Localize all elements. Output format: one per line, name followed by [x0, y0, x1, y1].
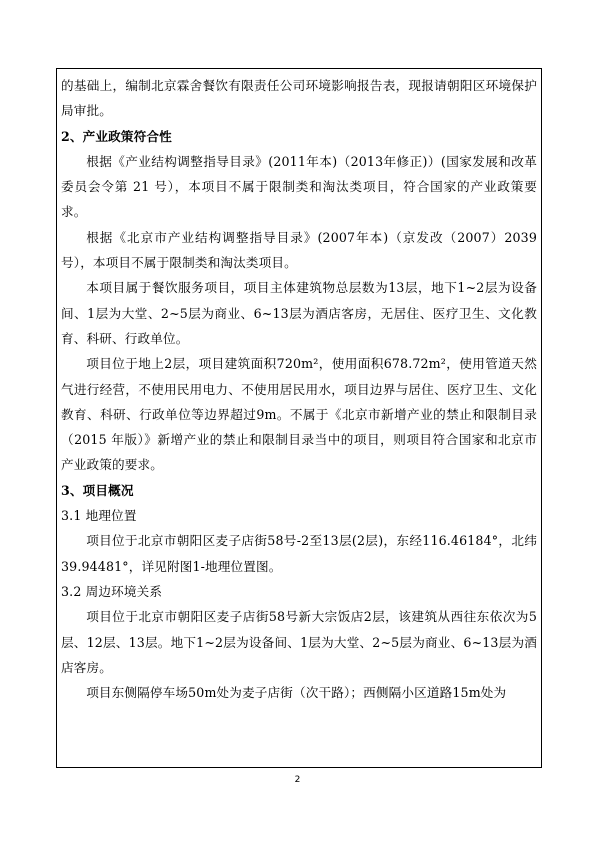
paragraph-project-area: 项目位于地上2层，项目建筑面积720m²，使用面积678.72m²，使用管道天然气进行经营，不使用民用电力、不使用居民用水，项目边界与居住、医疗卫生、文化教育、科研、行政单位等边界超过9m。不属于《北京市新增产业的禁止和限制目录（2015 年版）》新增产业的禁止和限制目录当中的项目，则项目符合国家和北京市产业政策的要求。 [61, 356, 537, 473]
paragraph-national-catalog: 根据《产业结构调整指导目录》(2011年本)（2013年修正)）(国家发展和改革委员会令第 21 号），本项目不属于限制类和淘汰类项目，符合国家的产业政策要求。 [61, 153, 537, 220]
subsection-heading-surroundings: 3.2 周边环境关系 [61, 583, 163, 599]
subsection-heading-location: 3.1 地理位置 [61, 508, 137, 524]
paragraph-continuation: 的基础上，编制北京霖舍餐饮有限责任公司环境影响报告表，现报请朝阳区环境保护局审批。 [61, 78, 537, 119]
page-number: 2 [294, 775, 301, 785]
paragraph-east-west-boundaries: 项目东侧隔停车场50m处为麦子店街（次干路）；西侧隔小区道路15m处为 [86, 685, 507, 701]
document-body [61, 73, 537, 705]
document-frame [56, 68, 542, 768]
paragraph-surroundings: 项目位于北京市朝阳区麦子店街58号新大宗饭店2层，该建筑从西往东依次为5层、12层、13层。地下1~2层为设备间、1层为大堂、2~5层为商业、6~13层为酒店客房。 [61, 609, 537, 675]
section-heading-project-overview: 3、项目概况 [61, 482, 134, 498]
paragraph-beijing-catalog: 根据《北京市产业结构调整指导目录》(2007年本)（京发改（2007）2039号），本项目不属于限制类和淘汰类项目。 [61, 229, 537, 271]
paragraph-location: 项目位于北京市朝阳区麦子店街58号-2至13层(2层)，东经116.46184°，北纬39.94481°，详见附图1-地理位置图。 [61, 533, 537, 574]
paragraph-building-floors: 本项目属于餐饮服务项目，项目主体建筑物总层数为13层，地下1~2层为设备间、1层为大堂、2~5层为商业、6~13层为酒店客房，无居住、医疗卫生、文化教育、科研、行政单位。 [61, 280, 537, 346]
section-heading-industrial-policy: 2、产业政策符合性 [61, 128, 172, 144]
